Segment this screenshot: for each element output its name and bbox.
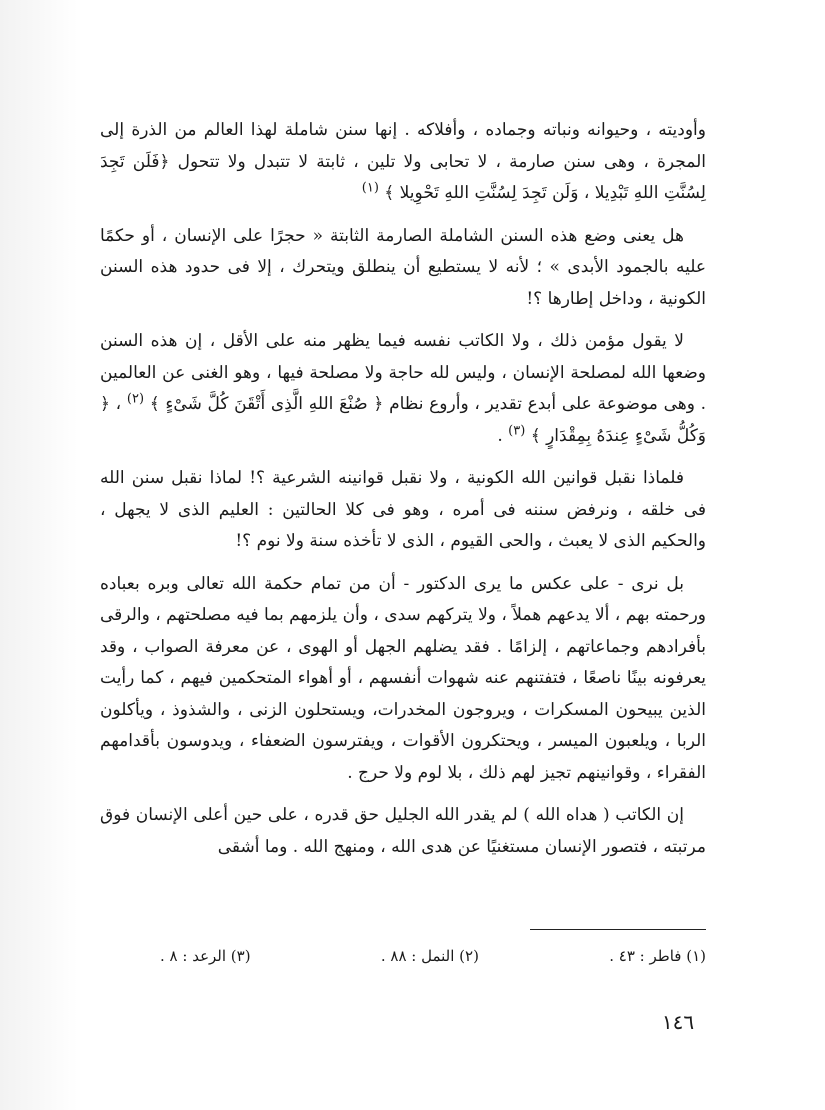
page-body (100, 115, 706, 874)
paragraph-1-line-2: إلى المجرة ، وهى سنن صارمة ، لا تحابى ولا تلين ، ثابتة لا تتبدل ولا تتحول (100, 120, 707, 172)
quran-verse: ﴿ وَكُلُّ شَىْءٍ عِندَهُ بِمِقْدَارٍ ﴾ (100, 394, 706, 446)
footnote-marker: (٢) (126, 391, 145, 407)
footnote-divider (530, 929, 706, 930)
footnote-marker: (١) (361, 180, 379, 196)
footnote-2: (٢) النمل : ٨٨ . (380, 947, 479, 965)
paragraph-1 (100, 115, 706, 210)
quran-verse: ﴿ صُنْعَ اللهِ الَّذِى أَتْقَنَ كُلَّ شَىْءٍ ﴾ (149, 394, 384, 414)
footnotes (160, 944, 706, 968)
footnote-marker: (٣) (508, 422, 526, 438)
paragraph-3-text: لا يقول مؤمن ذلك ، ولا الكاتب نفسه فيما يظهر منه على الأقل ، إن هذه السنن وضعها الله لمصلحة الإنسان ، وليس لله حاجة ولا مصلحة فيها ، وهو الغنى عن العالمين . وهى موضوعة على أبدع تقدير ، وأروع نظام (100, 331, 707, 414)
separator: ، (109, 394, 127, 414)
paragraph-6: إن الكاتب ( هداه الله ) لم يقدر الله الجليل حق قدره ، على حين أعلى الإنسان فوق مرتبته ، فتصور الإنسان مستغنيًا عن هدى الله ، ومنهج الله . وما أشقى (100, 805, 706, 857)
paragraph-3 (100, 326, 706, 452)
page-edge-shadow (0, 0, 78, 1110)
sentence-end: . (497, 425, 509, 446)
paragraph-2: هل يعنى وضع هذه السنن الشاملة الصارمة الثابتة « حجرًا على الإنسان ، أو حكمًا عليه بالجمود الأبدى » ؛ لأنه لا يستطيع أن ينطلق ويتحرك ، إلا فى حدود هذه السنن الكونية ، وداخل إطارها ؟! (100, 225, 706, 309)
paragraph-1-line-1: وأوديته ، وحيوانه ونباته وجماده ، وأفلاكه . إنها سنن شاملة لهذا العالم من الذرة (131, 120, 706, 140)
footnote-3: (٣) الرعد : ٨ . (160, 947, 251, 965)
paragraph-4: فلماذا نقبل قوانين الله الكونية ، ولا نقبل قوانينه الشرعية ؟! لماذا نقبل سنن الله فى خلقه ، ونرفض سننه فى أمره ، وهو فى كلا الحالتين : العليم الذى لا يجهل ، والحكيم الذى لا يعبث ، والحى القيوم ، الذى لا تأخذه سنة ولا نوم ؟! (100, 468, 706, 551)
page-number: ١٤٦ (661, 1010, 695, 1034)
paragraph-5: بل نرى - على عكس ما يرى الدكتور - أن من تمام حكمة الله تعالى وبره بعباده ورحمته بهم ، ألا يدعهم هملاً ، ولا يتركهم سدى ، وأن يلزمهم بما فيه مصلحتهم ، والرقى بأفرادهم وجماعاتهم ، إلزامًا . فقد يضلهم الجهل أو الهوى ، عن معرفة الصواب ، وقد يعرفونه بينًا ناصعًا ، فتفتنهم عنه شهوات أنفسهم ، أو أهواء المتحكمين فيهم ، كما رأيت الذين يبيحون المسكرات ، ويروجون المخدرات، ويستحلون الزنى ، والشذوذ ، ويأكلون الربا ، ويلعبون الميسر ، ويحتكرون الأقوات ، ويفترسون الضعفاء ، ويدوسون بأقدامهم الفقراء ، وقوانينهم تجيز لهم ذلك ، بلا لوم ولا حرج . (100, 573, 706, 783)
quran-verse: ﴿فَلَن تَجِدَ لِسُنَّتِ اللهِ تَبْدِيلا ، وَلَن تَجِدَ لِسُنَّتِ اللهِ تَحْوِيلا ﴾ (100, 151, 706, 203)
footnote-1: (١) فاطر : ٤٣ . (609, 947, 706, 965)
